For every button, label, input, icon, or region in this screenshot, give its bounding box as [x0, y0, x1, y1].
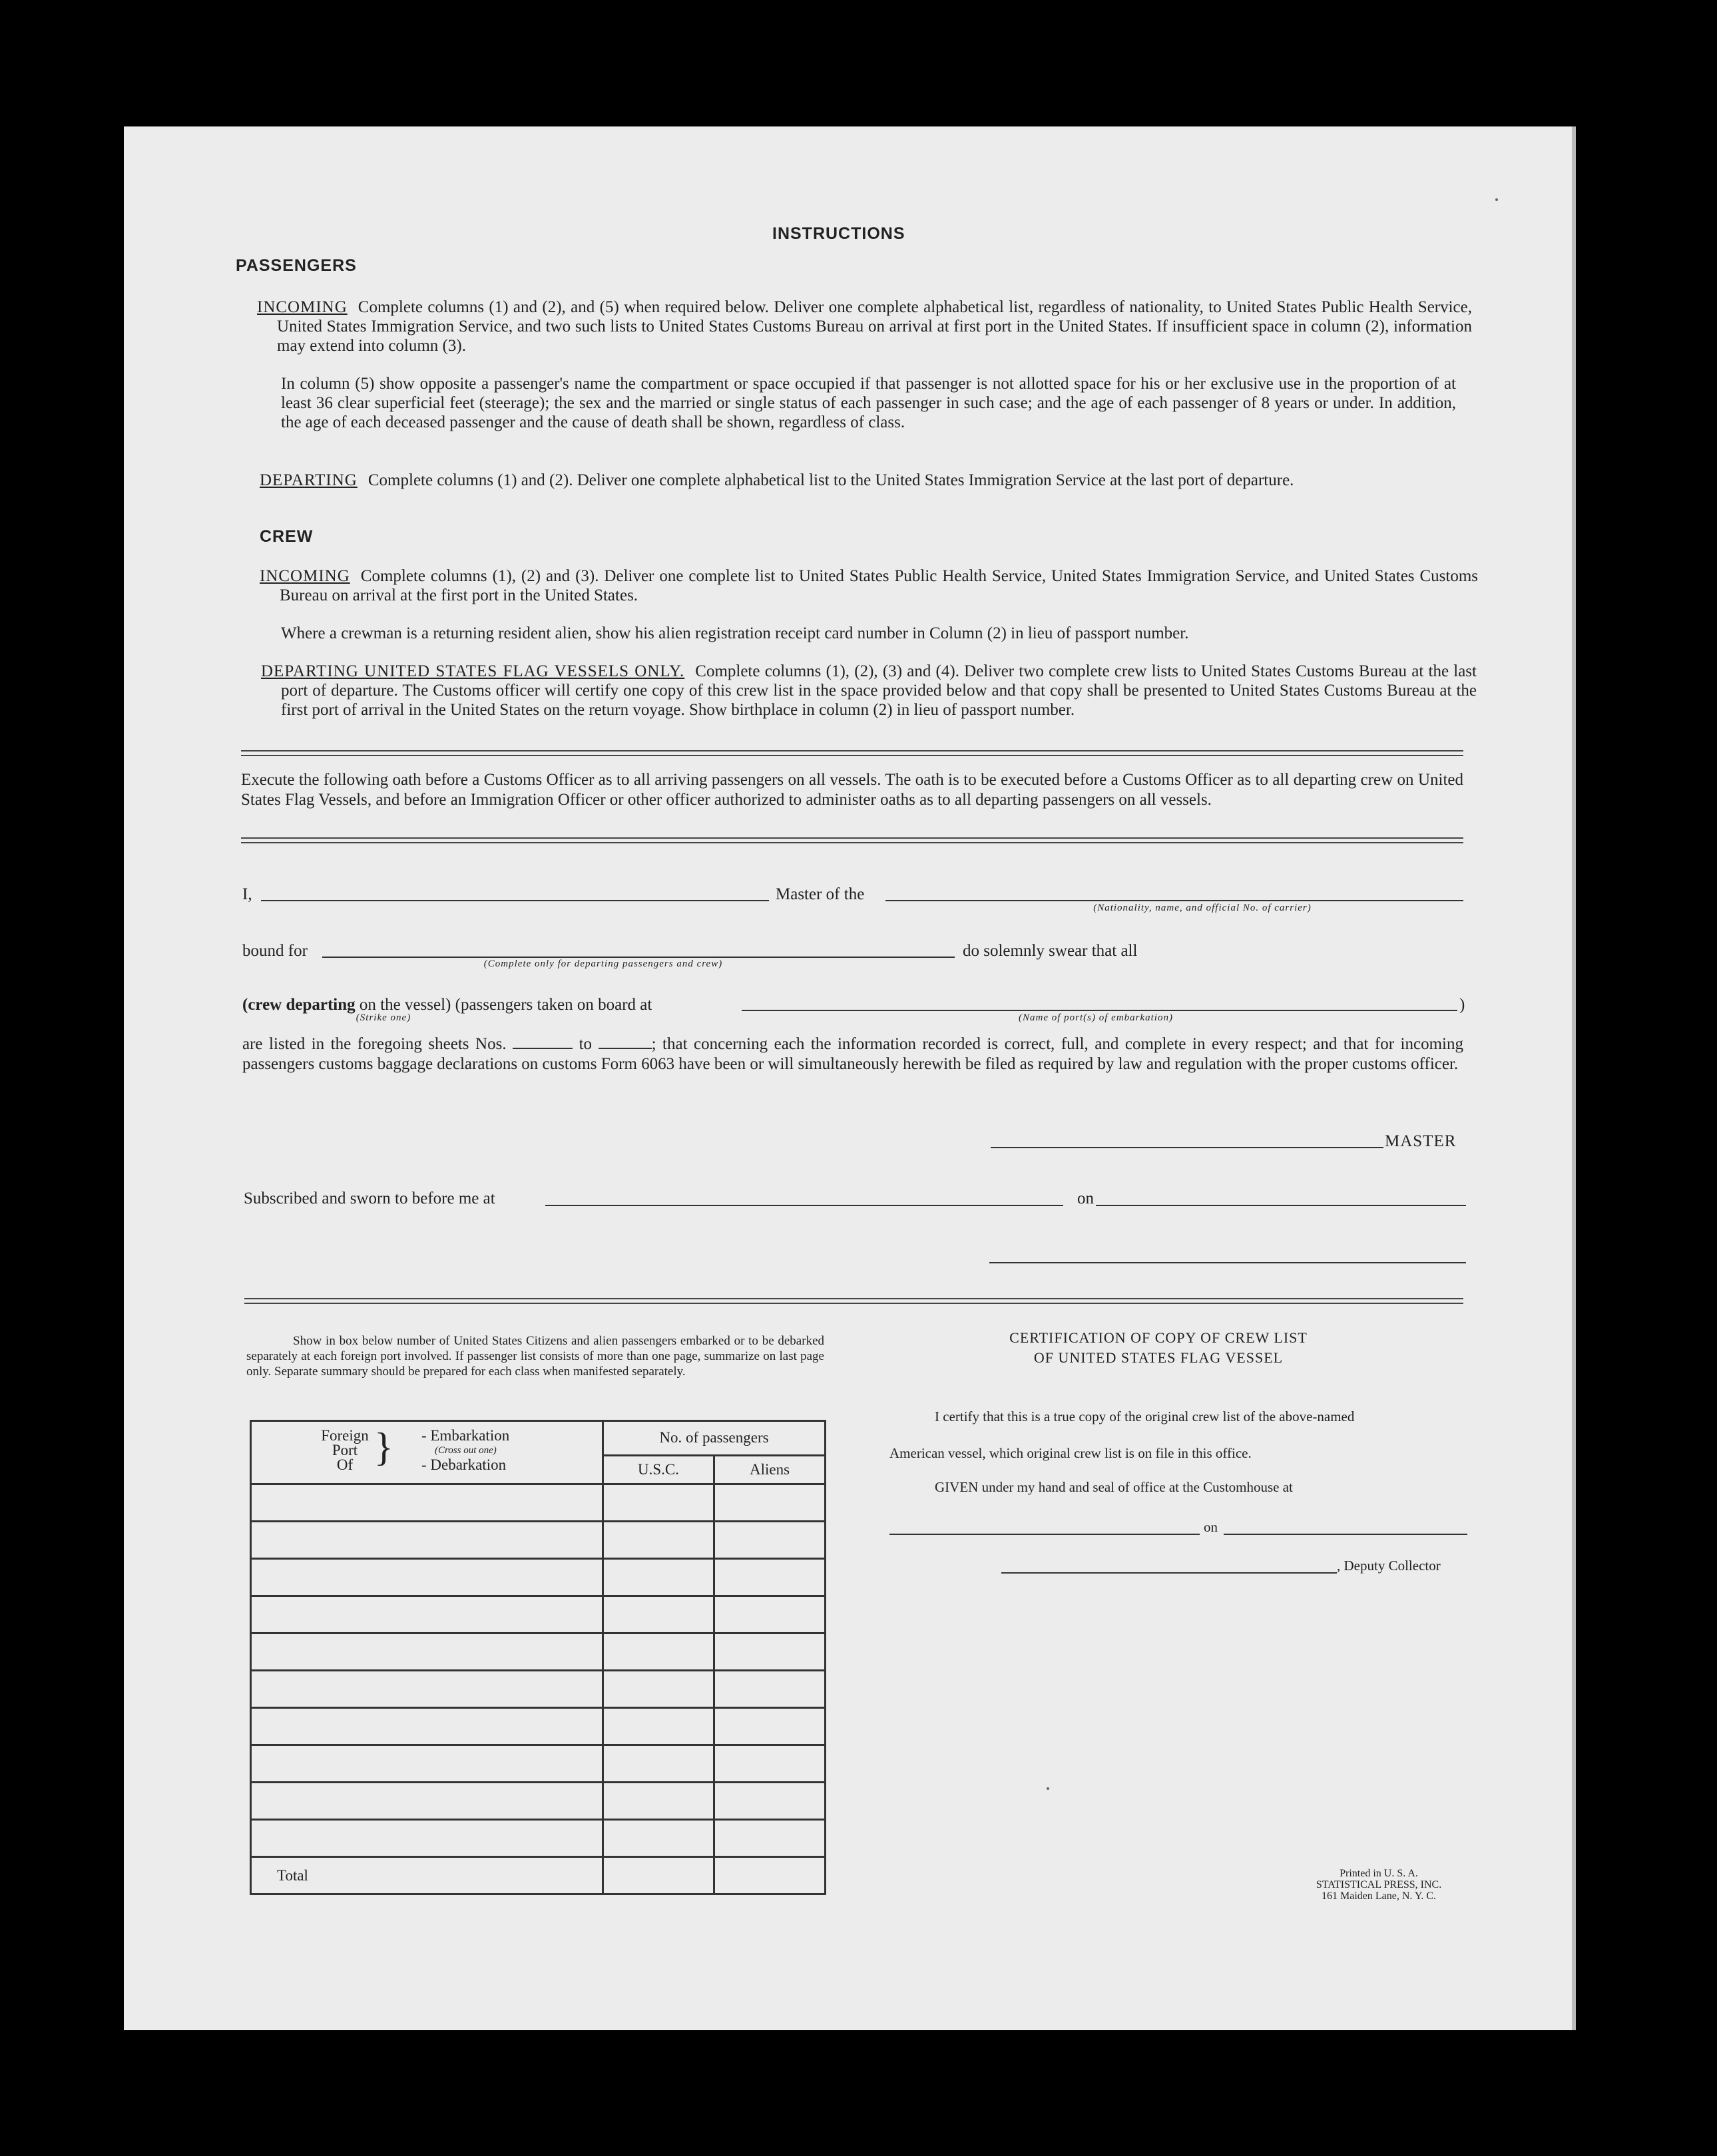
sheet-from-blank[interactable] [513, 1046, 573, 1049]
usc-cell[interactable] [603, 1559, 714, 1596]
swear-text: do solemnly swear that all [963, 942, 1138, 960]
usc-header: U.S.C. [603, 1455, 714, 1484]
customhouse-line[interactable] [889, 1534, 1200, 1535]
port-cell[interactable] [251, 1484, 603, 1522]
brace-icon: } [374, 1425, 393, 1469]
master-signature-line[interactable] [991, 1147, 1383, 1148]
close-paren: ) [1459, 996, 1465, 1014]
port-cell[interactable] [251, 1522, 603, 1559]
port-cell[interactable] [251, 1559, 603, 1596]
master-label: MASTER [1385, 1132, 1457, 1150]
port-cell[interactable] [251, 1596, 603, 1633]
aliens-cell[interactable] [714, 1559, 826, 1596]
usc-total-cell[interactable] [603, 1857, 714, 1894]
usc-cell[interactable] [603, 1820, 714, 1857]
crew-incoming-instruction: INCOMING Complete columns (1), (2) and (3). Deliver one complete list to United States Public Health Service, United States Immigration Service, and United States Customs Bureau on arrival at the first port in the United States. [260, 567, 1478, 604]
cert-on-label: on [1204, 1519, 1218, 1535]
aliens-cell[interactable] [714, 1633, 826, 1671]
table-row [251, 1484, 826, 1522]
aliens-cell[interactable] [714, 1596, 826, 1633]
aliens-total-cell[interactable] [714, 1857, 826, 1894]
oath-i: I, [242, 885, 252, 903]
crew-passengers-line: (crew departing on the vessel) (passengers taken on board at [242, 996, 652, 1014]
table-row [251, 1559, 826, 1596]
passengers-departing-instruction: DEPARTING Complete columns (1) and (2). Deliver one complete alphabetical list to the United States Immigration Service at the last port of departure. [260, 471, 1294, 489]
usc-cell[interactable] [603, 1708, 714, 1745]
master-of-label: Master of the [776, 885, 865, 903]
port-cell[interactable] [251, 1745, 603, 1783]
total-row [251, 1857, 826, 1894]
passenger-count-table [250, 1420, 826, 1895]
bound-hint: (Complete only for departing passengers and crew) [483, 959, 723, 969]
certification-title: CERTIFICATION OF COPY OF CREW LIST OF UNITED STATES FLAG VESSEL [1009, 1329, 1308, 1366]
carrier-hint: (Nationality, name, and official No. of carrier) [1093, 903, 1312, 913]
printer-imprint: Printed in U. S. A. STATISTICAL PRESS, INC. 161 Maiden Lane, N. Y. C. [1316, 1868, 1442, 1902]
crew-heading: CREW [260, 527, 314, 546]
sworn-place-line[interactable] [545, 1205, 1063, 1206]
aliens-cell[interactable] [714, 1671, 826, 1708]
officer-signature-line[interactable] [989, 1262, 1466, 1263]
certify-line-2: American vessel, which original crew list is on file in this office. [889, 1445, 1252, 1461]
table-row [251, 1596, 826, 1633]
section-divider [241, 750, 1463, 756]
aliens-cell[interactable] [714, 1484, 826, 1522]
master-name-line[interactable] [261, 900, 769, 901]
table-row [251, 1820, 826, 1857]
usc-cell[interactable] [603, 1745, 714, 1783]
table-row [251, 1783, 826, 1820]
table-row [251, 1522, 826, 1559]
deputy-signature-line[interactable] [1001, 1572, 1337, 1574]
section-divider [241, 837, 1463, 843]
column5-instruction: In column (5) show opposite a passenger's name the compartment or space occupied if that passenger is not allotted space for his or her exclusive use in the proportion of at least 36 clear superficial feet (steerage); the sex and the married or single status of each passenger in such case; and the age of each passenger of 8 years or under. In addition, the age of each deceased passenger and the cause of death shall be shown, regardless of class. [281, 375, 1456, 431]
oath-note: Execute the following oath before a Customs Officer as to all arriving passengers on all vessels. The oath is to be executed before a Customs Officer as to all departing crew on United States Flag Vessels, and before an Immigration Officer or other officer authorized to administer oaths as to all departing passengers on all vessels. [241, 771, 1463, 809]
port-cell[interactable] [251, 1633, 603, 1671]
usc-cell[interactable] [603, 1633, 714, 1671]
bound-for-label: bound for [242, 942, 308, 960]
cert-date-line[interactable] [1224, 1534, 1467, 1535]
usc-cell[interactable] [603, 1671, 714, 1708]
box-instructions: Show in box below number of United States Citizens and alien passengers embarked or to be debarked separately at each foreign port involved. If passenger list consists of more than one page, summarize on last page only. Separate summary should be prepared for each class when manifested separately. [246, 1334, 824, 1379]
oath-body: are listed in the foregoing sheets Nos. to ; that concerning each the information recorded is correct, full, and complete in every respect; and that for incoming passengers customs baggage declarations on customs Form 6063 have been or will simultaneously herewith be filed as required by law and regulation with the proper customs officer. [242, 1035, 1463, 1073]
aliens-cell[interactable] [714, 1820, 826, 1857]
table-row [251, 1708, 826, 1745]
carrier-line[interactable] [885, 900, 1463, 901]
aliens-cell[interactable] [714, 1708, 826, 1745]
ports-line[interactable] [742, 1010, 1457, 1011]
port-cell[interactable] [251, 1783, 603, 1820]
passengers-heading: PASSENGERS [236, 256, 357, 275]
sworn-date-line[interactable] [1096, 1205, 1466, 1206]
aliens-header: Aliens [714, 1455, 826, 1484]
table-row [251, 1671, 826, 1708]
bound-for-line[interactable] [322, 957, 955, 958]
usc-cell[interactable] [603, 1783, 714, 1820]
usc-cell[interactable] [603, 1596, 714, 1633]
usc-cell[interactable] [603, 1484, 714, 1522]
aliens-cell[interactable] [714, 1783, 826, 1820]
aliens-cell[interactable] [714, 1745, 826, 1783]
port-cell[interactable] [251, 1671, 603, 1708]
page-title: INSTRUCTIONS [772, 224, 905, 243]
port-cell[interactable] [251, 1708, 603, 1745]
usc-cell[interactable] [603, 1522, 714, 1559]
certify-line-1: I certify that this is a true copy of the original crew list of the above-named [935, 1408, 1355, 1424]
passenger-count-header: No. of passengers [603, 1421, 826, 1456]
passengers-incoming-instruction: INCOMING Complete columns (1) and (2), and (5) when required below. Deliver one complete alphabetical list, regardless of nationality, to United States Public Health Service, United States Immigration Service, and two such lists to United States Customs Bureau on arrival at first port in the United States. If insufficient space in column (2), information may extend into column (3). [257, 298, 1472, 355]
resident-alien-instruction: Where a crewman is a returning resident alien, show his alien registration receipt card number in Column (2) in lieu of passport number. [281, 624, 1189, 642]
sheet-to-blank[interactable] [599, 1046, 652, 1049]
total-label: Total [251, 1857, 603, 1894]
speck [1495, 198, 1498, 201]
crew-departing-instruction: DEPARTING UNITED STATES FLAG VESSELS ONLY. Complete columns (1), (2), (3) and (4). Deliver two complete crew lists to United States Customs Bureau at the last port of departure. The Customs officer will certify one copy of this crew list in the space provided below and that copy shall be presented to United States Customs Bureau at the first port of arrival in the United States on the return voyage. Show birthplace in column (2) in lieu of passport number. [261, 662, 1477, 719]
table-row [251, 1633, 826, 1671]
port-header-cell: Foreign Port Of } - Embarkation (Cross out one) - Debarkation [251, 1421, 603, 1484]
section-divider [244, 1298, 1463, 1304]
incoming-label: INCOMING [257, 298, 348, 316]
given-line: GIVEN under my hand and seal of office at the Customhouse at [935, 1479, 1293, 1495]
port-cell[interactable] [251, 1820, 603, 1857]
subscribed-label: Subscribed and sworn to before me at [244, 1189, 495, 1207]
ports-hint: (Name of port(s) of embarkation) [1019, 1012, 1173, 1023]
table-row [251, 1745, 826, 1783]
aliens-cell[interactable] [714, 1522, 826, 1559]
on-label: on [1077, 1189, 1094, 1207]
speck [1047, 1787, 1049, 1790]
strike-hint: (Strike one) [356, 1012, 411, 1023]
deputy-collector-label: , Deputy Collector [1337, 1558, 1441, 1574]
